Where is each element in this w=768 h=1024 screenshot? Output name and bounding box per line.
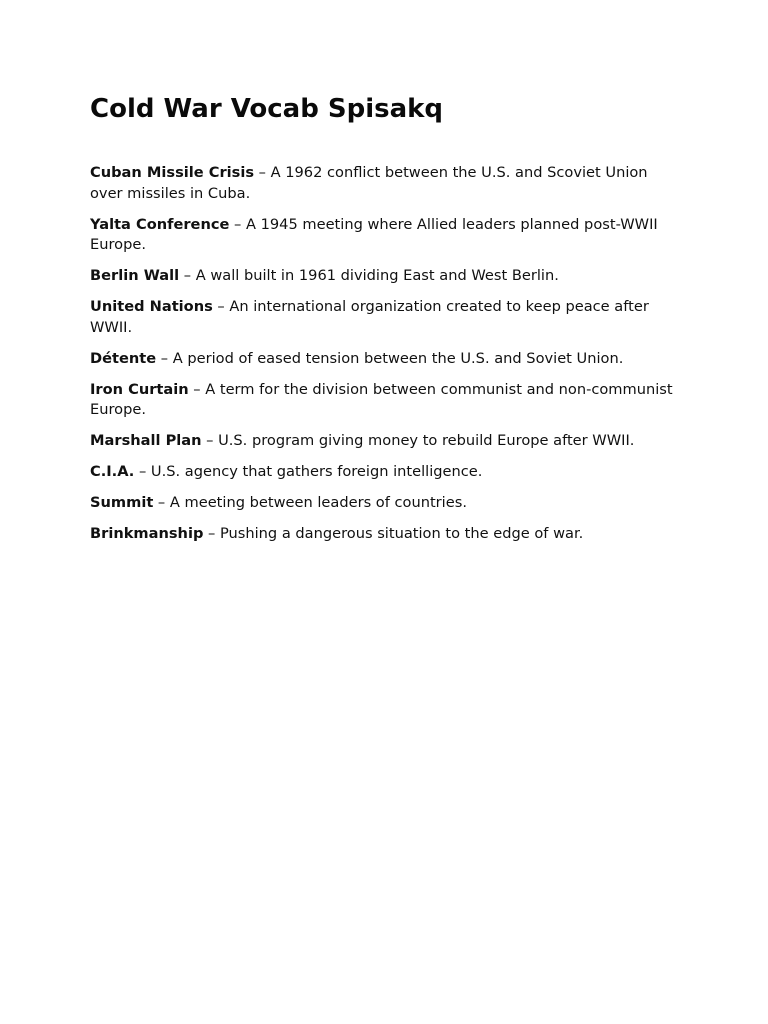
separator: – [153, 494, 170, 511]
vocab-term: Summit [90, 494, 154, 511]
separator: – [188, 380, 206, 398]
vocab-definition: A meeting between leaders of countries. [169, 494, 467, 511]
vocab-term: C.I.A. [90, 463, 135, 480]
vocab-definition: Pushing a dangerous situation to the edge of war. [219, 525, 584, 542]
vocab-term: Brinkmanship [90, 525, 204, 542]
separator: – [203, 525, 220, 542]
vocab-term: United Nations [90, 298, 213, 315]
vocab-term: Yalta Conference [90, 215, 230, 233]
separator: – [156, 349, 173, 367]
vocab-entry [90, 215, 682, 256]
vocab-definition: A period of eased tension between the U.S. and Soviet Union. [172, 349, 624, 367]
vocab-list [90, 163, 682, 545]
vocab-definition: A 1962 conflict between the U.S. and Scoviet Union over missiles in Cuba. [90, 164, 648, 202]
vocab-term: Marshall Plan [90, 432, 202, 449]
page-title: Cold War Vocab Spisakq [90, 94, 444, 124]
vocab-definition: A wall built in 1961 dividing East and West Berlin. [195, 267, 559, 284]
vocab-definition: An international organization created to keep peace after WWII. [90, 298, 649, 336]
vocab-definition: A term for the division between communist and non-communist Europe. [90, 380, 673, 418]
vocab-entry [90, 163, 682, 204]
document-page [90, 0, 682, 555]
vocab-entry [90, 349, 682, 370]
vocab-term: Berlin Wall [90, 267, 180, 284]
vocab-term: Cuban Missile Crisis [90, 164, 255, 181]
vocab-entry [90, 380, 682, 421]
vocab-entry [90, 462, 682, 483]
vocab-entry [90, 431, 682, 452]
vocab-entry [90, 493, 682, 514]
vocab-term: Iron Curtain [90, 380, 189, 398]
separator: – [212, 298, 230, 315]
vocab-entry [90, 266, 682, 287]
vocab-definition: A 1945 meeting where Allied leaders planned post-WWII Europe. [90, 215, 658, 253]
vocab-entry [90, 524, 682, 545]
vocab-definition: U.S. program giving money to rebuild Europe after WWII. [218, 432, 635, 449]
separator: – [229, 215, 246, 233]
vocab-term: Détente [90, 349, 157, 367]
separator: – [179, 267, 196, 284]
separator: – [134, 463, 151, 480]
vocab-definition: U.S. agency that gathers foreign intelligence. [150, 463, 483, 480]
separator: – [254, 164, 271, 181]
separator: – [201, 432, 219, 449]
vocab-entry [90, 297, 682, 338]
